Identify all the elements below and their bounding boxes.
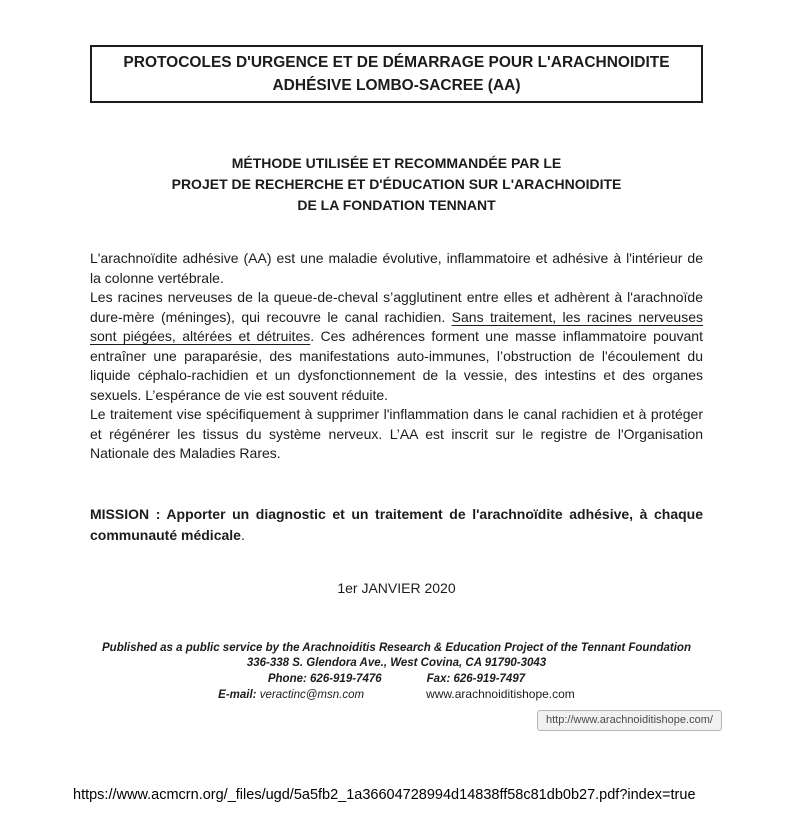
footer-contact-line	[90, 687, 703, 704]
paragraph-1-text: L'arachnoïdite adhésive (AA) est une maladie évolutive, inflammatoire et adhésive à l'intérieur de la colonne vertébrale.	[90, 250, 703, 286]
footer-fax: Fax: 626-919-7497	[426, 672, 526, 685]
footer-block	[90, 641, 703, 704]
subtitle-line1: MÉTHODE UTILISÉE ET RECOMMANDÉE PAR LE	[231, 155, 562, 171]
document-title-line1: PROTOCOLES D'URGENCE ET DE DÉMARRAGE POUR L'ARACHNOIDITE	[123, 54, 670, 71]
title-box	[90, 45, 703, 103]
footer-publisher: Published as a public service by the Arachnoiditis Research & Education Project of the Tennant Foundation	[102, 641, 691, 654]
paragraph-2-text: Les racines nerveuses de la queue-de-cheval s’agglutinent entre elles et adhèrent à l'arachnoïde dure-mère (méninges), qui recouvre le canal rachidien.	[90, 289, 703, 325]
paragraph-2	[90, 288, 703, 405]
document-title-line2: ADHÉSIVE LOMBO-SACREE (AA)	[272, 77, 521, 94]
body-text	[90, 249, 703, 464]
subtitle-line2: PROJET DE RECHERCHE ET D'ÉDUCATION SUR L'ARACHNOIDITE	[171, 176, 622, 192]
link-status-tooltip: http://www.arachnoiditishope.com/	[537, 710, 722, 731]
underlined-phrase: Sans traitement, les racines nerveuses sont piégées, altérées et détruites	[90, 308, 703, 344]
publication-date: 1er JANVIER 2020	[337, 579, 456, 596]
source-url[interactable]: https://www.acmcrn.org/_files/ugd/5a5fb2_1a36604728994d14838ff58c81db0b27.pdf?index=true	[73, 787, 696, 803]
paragraph-1	[90, 249, 703, 288]
mission-bold-text: MISSION : Apporter un diagnostic et un traitement de l'arachnoïdite adhésive, à chaque communauté médicale	[90, 505, 703, 543]
footer-phone: Phone: 626-919-7476	[267, 672, 382, 685]
footer-phone-fax	[90, 672, 703, 688]
mission-period: .	[240, 526, 245, 543]
subtitle-line3: DE LA FONDATION TENNANT	[297, 197, 496, 213]
footer-address: 336-338 S. Glendora Ave., West Covina, CA 91790-3043	[246, 657, 547, 669]
paragraph-3-text: Le traitement vise spécifiquement à supprimer l'inflammation dans le canal rachidien et à protéger et régénérer les tissus du système nerveux. L’AA est inscrit sur le registre de l'Organisation Nationale des Maladies Rares.	[90, 406, 703, 461]
mission-statement	[90, 504, 703, 546]
paragraph-3	[90, 405, 703, 464]
website-link[interactable]: www.arachnoiditishope.com	[426, 687, 575, 701]
document-content	[90, 0, 703, 704]
footer-email-label: E-mail:	[218, 689, 257, 701]
subtitle	[90, 153, 703, 216]
paragraph-2-continued: . Ces adhérences forment une masse inflammatoire pouvant entraîner une paraparésie, des manifestations auto-immunes, l’obstruction de l'écoulement du liquide céphalo-rachidien et un dysfonctionnement de la vessie, des intestins et des organes sexuels. L’espérance de vie est souvent réduite.	[90, 328, 703, 403]
footer-email: veractinc@msn.com	[259, 689, 365, 701]
